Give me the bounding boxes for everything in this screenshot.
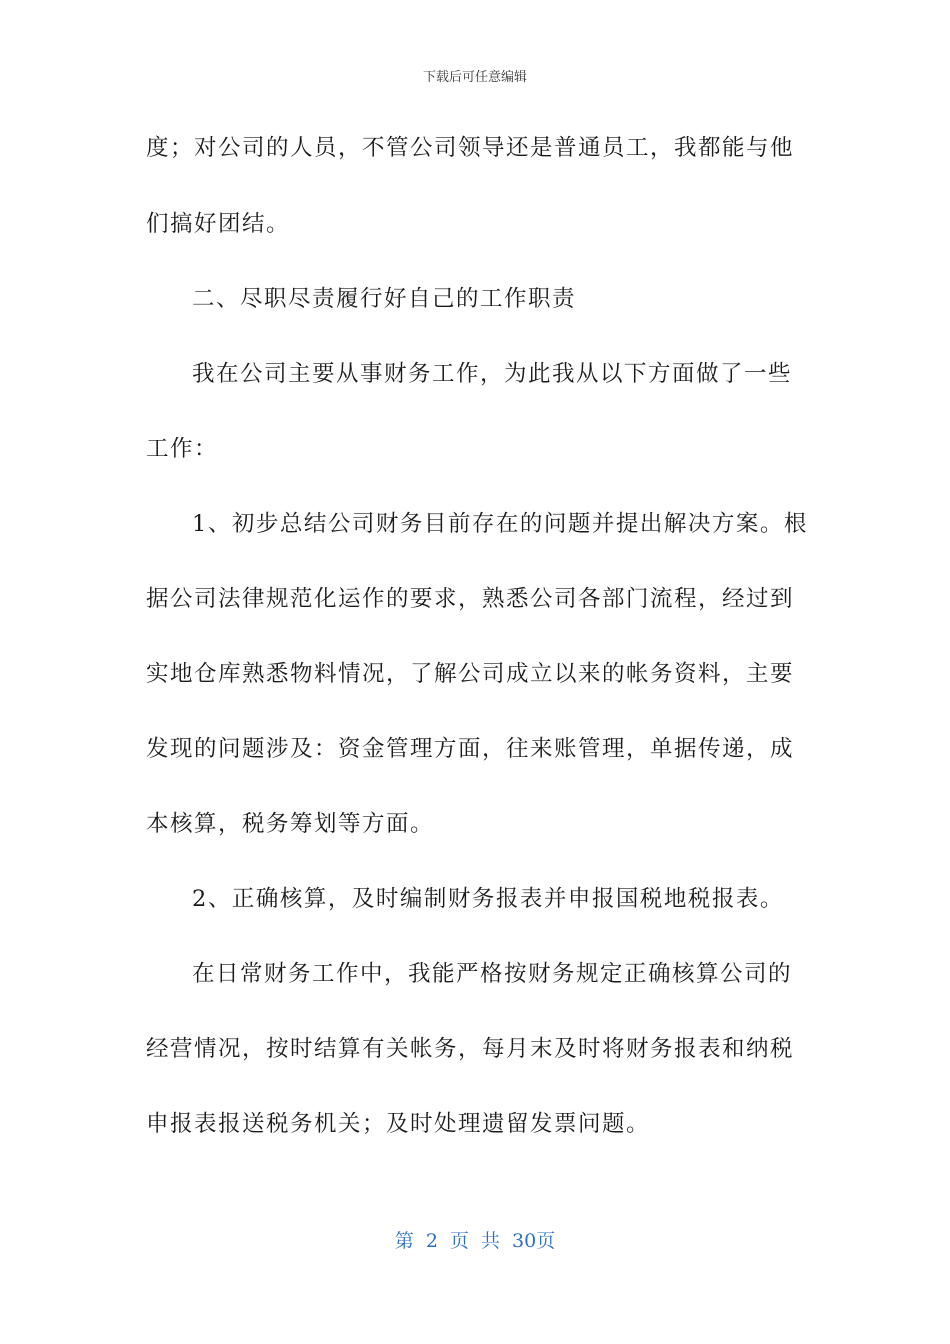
paragraph-line: 经营情况，按时结算有关帐务，每月末及时将财务报表和纳税 bbox=[146, 1036, 795, 1062]
paragraph-line: 申报表报送税务机关；及时处理遗留发票问题。 bbox=[146, 1111, 651, 1137]
paragraph-line: 们搞好团结。 bbox=[146, 211, 291, 237]
paragraph-line: 据公司法律规范化运作的要求，熟悉公司各部门流程，经过到 bbox=[146, 586, 795, 612]
paragraph-line: 2、正确核算，及时编制财务报表并申报国税地税报表。 bbox=[192, 886, 784, 912]
paragraph-line: 发现的问题涉及：资金管理方面，往来账管理，单据传递，成 bbox=[146, 736, 795, 762]
paragraph-line: 1、初步总结公司财务目前存在的问题并提出解决方案。根 bbox=[192, 511, 808, 537]
paragraph-line: 本核算，税务筹划等方面。 bbox=[146, 811, 435, 837]
page-number-footer: 第 2 页 共 30页 bbox=[394, 1230, 556, 1252]
paragraph-line: 度；对公司的人员，不管公司领导还是普通员工，我都能与他 bbox=[146, 135, 795, 161]
paragraph-line: 工作： bbox=[146, 436, 219, 462]
paragraph-line: 我在公司主要从事财务工作，为此我从以下方面做了一些 bbox=[192, 361, 793, 387]
section-heading: 二、尽职尽责履行好自己的工作职责 bbox=[192, 286, 577, 312]
paragraph-line: 在日常财务工作中，我能严格按财务规定正确核算公司的 bbox=[192, 961, 793, 987]
paragraph-line: 实地仓库熟悉物料情况，了解公司成立以来的帐务资料，主要 bbox=[146, 661, 795, 687]
page-header: 下载后可任意编辑 bbox=[422, 70, 527, 85]
